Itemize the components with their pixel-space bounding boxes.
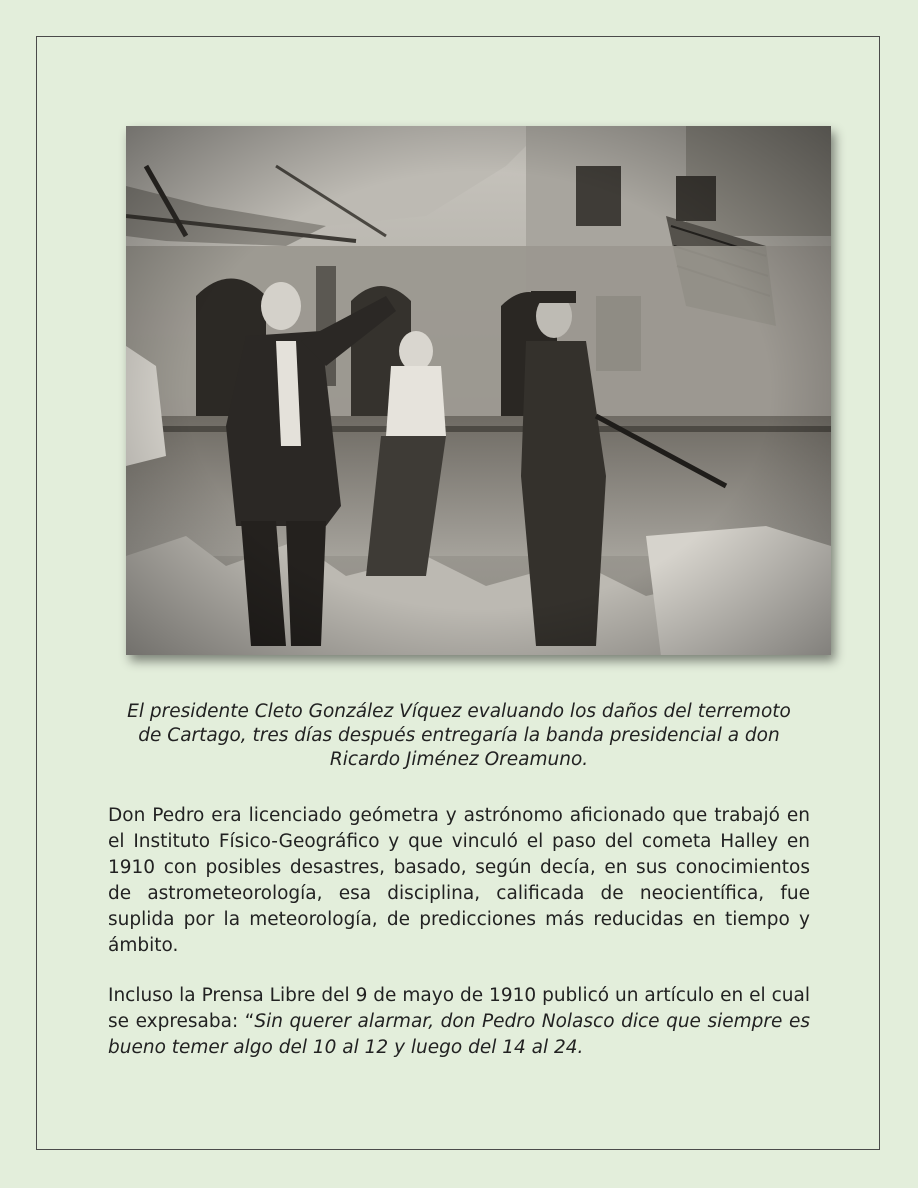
paragraph-2-quote: Sin querer alarmar, don Pedro Nolasco dice que siempre es bueno temer algo del 10 al 12 y luego del 14 al 24. (108, 1011, 810, 1058)
historic-photo (126, 126, 831, 655)
photo-caption: El presidente Cleto González Víquez evaluando los daños del terremoto de Cartago, tres días después entregaría la banda presidencial a don Ricardo Jiménez Oreamuno. (127, 701, 791, 770)
body-paragraph-1: Don Pedro era licenciado geómetra y astrónomo aficionado que trabajó en el Instituto Físico-Geográfico y que vinculó el paso del cometa Halley en 1910 con posibles desastres, basado, según decía, en sus conocimientos de astrometeorología, esa disciplina, calificada de neocientífica, fue suplida por la meteorología, de predicciones más reducidas en tiempo y ámbito. (108, 805, 810, 956)
body-paragraph-2 (108, 983, 810, 1061)
paragraph-2-intro: Incluso la Prensa Libre del 9 de mayo de 1910 publicó un artículo en el cual se expresaba: “ (108, 985, 810, 1032)
earthquake-ruins-photo-icon (126, 126, 831, 655)
